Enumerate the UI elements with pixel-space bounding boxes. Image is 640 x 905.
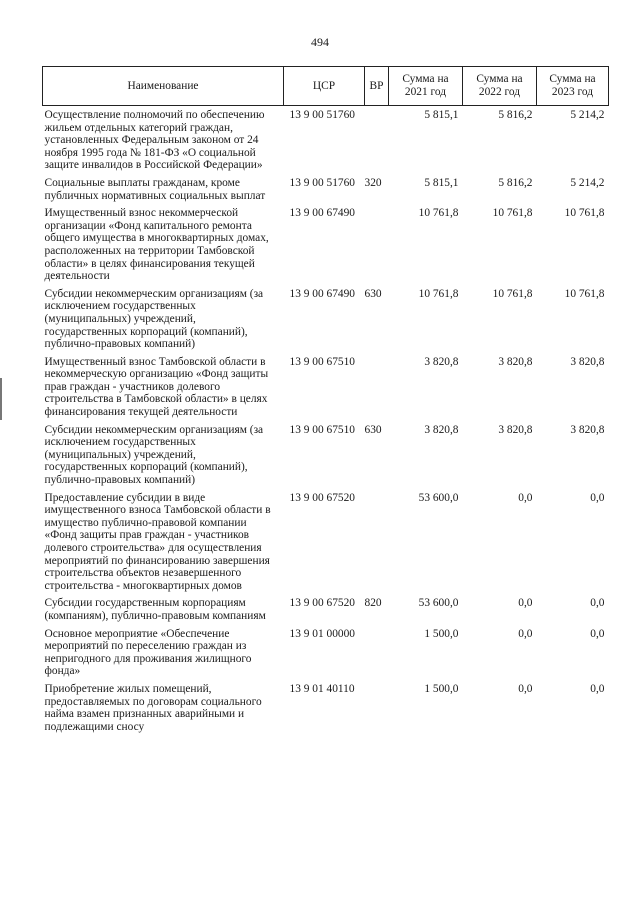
row-sum-2023: 3 820,8 bbox=[570, 423, 605, 436]
table-row bbox=[43, 356, 609, 424]
row-vr bbox=[365, 628, 389, 683]
row-name: Субсидии государственным корпорациям (компаниям), публично-правовым компаниям bbox=[44, 597, 266, 622]
header-csr: ЦСР bbox=[284, 67, 365, 106]
row-sum-2021: 53 600,0 bbox=[418, 597, 459, 610]
margin-mark bbox=[0, 378, 2, 420]
row-sum-2021: 10 761,8 bbox=[418, 287, 459, 300]
row-sum-2021: 1 500,0 bbox=[424, 627, 459, 640]
header-sum-2022: Сумма на 2022 год bbox=[463, 67, 537, 106]
header-sum-2021: Сумма на 2021 год bbox=[389, 67, 463, 106]
page-number: 494 bbox=[311, 35, 329, 49]
row-name: Имущественный взнос Тамбовской области в некоммерческую организацию «Фонд защиты прав граждан - участников долевого строительства в Тамбовской области» в целях финансирования текущей деятельности bbox=[44, 355, 269, 419]
row-name: Осуществление полномочий по обеспечению жильем отдельных категорий граждан, установленных Федеральным законом от 24 ноября 1995 года № 181-ФЗ «О социальной защите инвалидов в Российской Федерации» bbox=[44, 109, 265, 172]
row-name: Имущественный взнос некоммерческой организации «Фонд капитального ремонта общего имущества в многоквартирных домах, расположенных на территории Тамбовской области» в целях финансирования текущей деятельности bbox=[44, 207, 269, 283]
row-sum-2022: 3 820,8 bbox=[498, 355, 533, 368]
table-row bbox=[43, 683, 609, 738]
row-vr: 630 bbox=[364, 423, 382, 436]
table-row bbox=[43, 597, 609, 627]
header-name: Наименование bbox=[43, 67, 284, 106]
row-csr: 13 9 00 67510 bbox=[289, 355, 355, 368]
table-row bbox=[43, 288, 609, 356]
table-header bbox=[43, 67, 609, 106]
row-vr bbox=[365, 106, 389, 177]
row-sum-2023: 5 214,2 bbox=[570, 176, 605, 189]
row-sum-2023: 5 214,2 bbox=[570, 109, 605, 121]
row-sum-2021: 3 820,8 bbox=[424, 423, 459, 436]
header-row bbox=[43, 67, 609, 106]
row-sum-2022: 0,0 bbox=[518, 627, 533, 640]
row-sum-2023: 0,0 bbox=[590, 682, 605, 695]
row-csr: 13 9 00 67490 bbox=[289, 287, 355, 300]
row-vr bbox=[365, 492, 389, 598]
row-sum-2023: 0,0 bbox=[590, 597, 605, 610]
row-vr bbox=[365, 207, 389, 288]
row-csr: 13 9 00 67510 bbox=[289, 423, 355, 436]
row-sum-2023: 10 761,8 bbox=[564, 287, 605, 300]
row-sum-2021: 53 600,0 bbox=[418, 491, 459, 504]
row-sum-2023: 10 761,8 bbox=[564, 207, 605, 220]
header-sum-2023: Сумма на 2023 год bbox=[537, 67, 609, 106]
row-csr: 13 9 00 51760 bbox=[289, 176, 355, 189]
row-vr: 820 bbox=[364, 597, 382, 610]
row-csr: 13 9 01 00000 bbox=[289, 627, 355, 640]
row-sum-2021: 10 761,8 bbox=[418, 207, 459, 220]
row-sum-2022: 0,0 bbox=[518, 682, 533, 695]
table-body bbox=[43, 106, 609, 739]
row-sum-2023: 0,0 bbox=[590, 627, 605, 640]
row-name: Предоставление субсидии в виде имущественного взноса Тамбовской области в имущество публично-правовой компании «Фонд защиты прав граждан - участников долевого строительства» для осуществления мероприятий по финансированию завершения строительства объектов незавершенного строительства - многоквартирных домов bbox=[44, 491, 271, 592]
table-row bbox=[43, 492, 609, 598]
row-sum-2022: 10 761,8 bbox=[492, 207, 533, 220]
row-sum-2022: 5 816,2 bbox=[498, 176, 533, 189]
row-sum-2022: 0,0 bbox=[518, 491, 533, 504]
row-csr: 13 9 00 67520 bbox=[289, 597, 355, 610]
table-row bbox=[43, 106, 609, 177]
row-sum-2021: 3 820,8 bbox=[424, 355, 459, 368]
row-name: Субсидии некоммерческим организациям (за исключением государственных (муниципальных) учреждений, государственных корпораций (компаний), публично-правовых компаний) bbox=[44, 287, 264, 351]
row-vr: 320 bbox=[364, 176, 382, 189]
row-csr: 13 9 00 67520 bbox=[289, 491, 355, 504]
budget-table bbox=[42, 66, 609, 738]
row-sum-2021: 5 815,1 bbox=[424, 176, 459, 189]
table-row bbox=[43, 424, 609, 492]
row-name: Субсидии некоммерческим организациям (за исключением государственных (муниципальных) учреждений, государственных корпораций (компаний), публично-правовых компаний) bbox=[44, 423, 264, 487]
row-sum-2022: 5 816,2 bbox=[498, 109, 533, 121]
row-csr: 13 9 00 67490 bbox=[289, 207, 355, 220]
row-vr bbox=[365, 356, 389, 424]
row-vr: 630 bbox=[364, 287, 382, 300]
row-name: Приобретение жилых помещений, предоставляемых по договорам социального найма взамен признанных аварийными и подлежащими сносу bbox=[44, 682, 262, 733]
row-csr: 13 9 00 51760 bbox=[289, 109, 355, 121]
table-row bbox=[43, 177, 609, 207]
row-sum-2022: 3 820,8 bbox=[498, 423, 533, 436]
row-sum-2021: 1 500,0 bbox=[424, 682, 459, 695]
row-sum-2023: 0,0 bbox=[590, 491, 605, 504]
row-vr bbox=[365, 683, 389, 738]
table-row bbox=[43, 628, 609, 683]
row-sum-2022: 10 761,8 bbox=[492, 287, 533, 300]
row-name: Основное мероприятие «Обеспечение мероприятий по переселению граждан из непригодного для проживания жилищного фонда» bbox=[44, 627, 252, 678]
row-sum-2023: 3 820,8 bbox=[570, 355, 605, 368]
row-name: Социальные выплаты гражданам, кроме публичных нормативных социальных выплат bbox=[44, 176, 266, 202]
row-sum-2022: 0,0 bbox=[518, 597, 533, 610]
table-row bbox=[43, 207, 609, 288]
row-sum-2021: 5 815,1 bbox=[424, 109, 459, 121]
header-vr: ВР bbox=[365, 67, 389, 106]
row-csr: 13 9 01 40110 bbox=[289, 682, 355, 695]
